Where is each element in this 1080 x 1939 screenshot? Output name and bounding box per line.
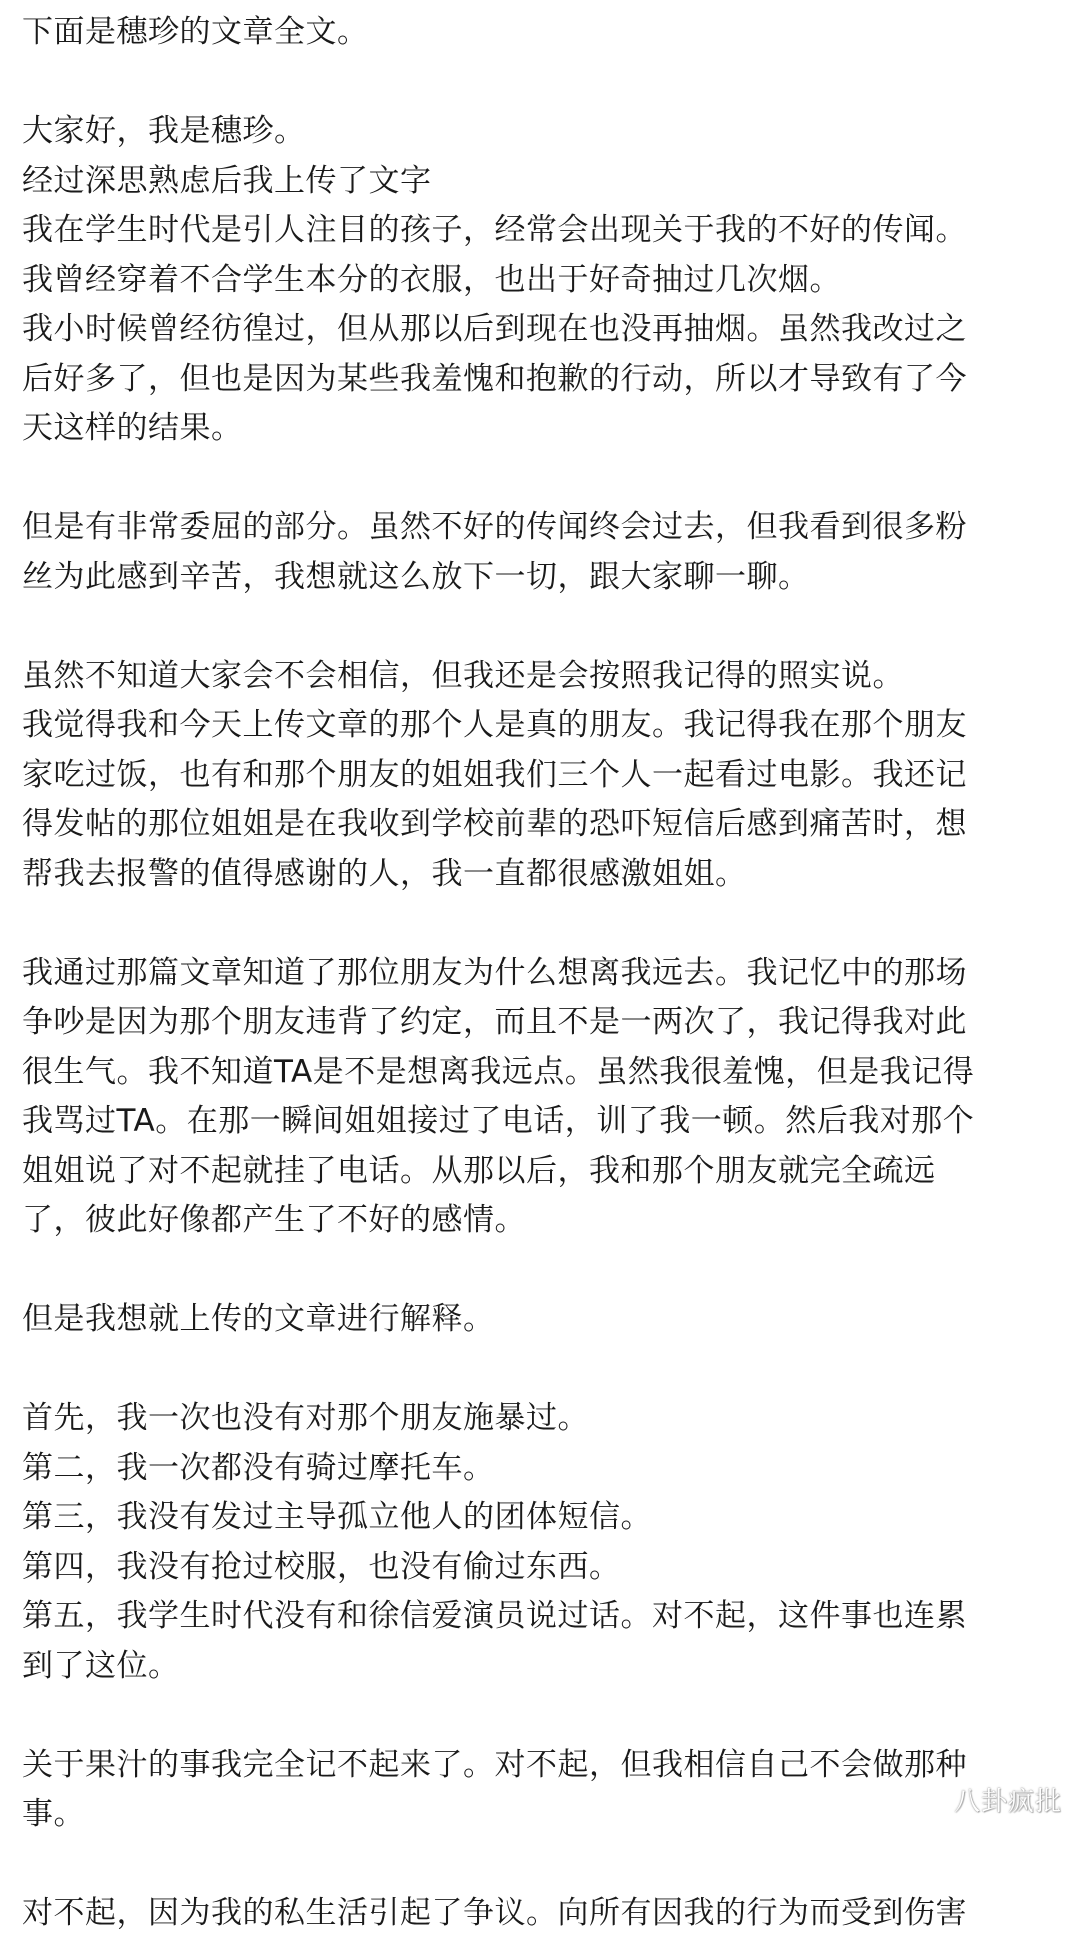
paragraph-4 — [22, 949, 1062, 1246]
text-line: 天这样的结果。 — [22, 410, 243, 446]
text-line: 帮我去报警的值得感谢的人，我一直都很感激姐姐。 — [22, 855, 747, 892]
text-line: 很生气。我不知道TA是不是想离我远点。虽然我很羞愧，但是我记得 — [22, 1053, 975, 1090]
paragraph-8-partial — [22, 1889, 1062, 1939]
text-line: 得发帖的那位姐姐是在我收到学校前辈的恐吓短信后感到痛苦时，想 — [22, 806, 967, 842]
paragraph-gap — [22, 1246, 1062, 1296]
paragraph-1 — [22, 107, 1062, 454]
text-line: 但是有非常委屈的部分。虽然不好的传闻终会过去，但我看到很多粉 — [22, 509, 967, 545]
text-line: 大家好，我是穗珍。 — [22, 113, 306, 149]
article-body — [22, 8, 1062, 1939]
intro-line: 下面是穗珍的文章全文。 — [22, 14, 369, 50]
text-line: 家吃过饭，也有和那个朋友的姐姐我们三个人一起看过电影。我还记 — [22, 756, 967, 793]
text-line: 第三，我没有发过主导孤立他人的团体短信。 — [22, 1499, 652, 1535]
paragraph-gap — [22, 1345, 1062, 1395]
paragraph-gap — [22, 899, 1062, 949]
paragraph-gap — [22, 1840, 1062, 1890]
text-line: 姐姐说了对不起就挂了电话。从那以后，我和那个朋友就完全疏远 — [22, 1152, 936, 1189]
text-line: 我骂过TA。在那一瞬间姐姐接过了电话，训了我一顿。然后我对那个 — [22, 1103, 975, 1139]
text-line: 第二，我一次都没有骑过摩托车。 — [22, 1449, 495, 1486]
text-line: 后好多了，但也是因为某些我羞愧和抱歉的行动，所以才导致有了今 — [22, 360, 967, 397]
paragraph-gap — [22, 58, 1062, 108]
text-line: 第五，我学生时代没有和徐信爱演员说过话。对不起，这件事也连累 — [22, 1598, 967, 1634]
paragraph-gap — [22, 1691, 1062, 1741]
text-line: 到了这位。 — [22, 1647, 180, 1684]
text-line: 第四，我没有抢过校服，也没有偷过东西。 — [22, 1548, 621, 1585]
text-line: 争吵是因为那个朋友违背了约定，而且不是一两次了，我记得我对此 — [22, 1004, 967, 1040]
paragraph-gap — [22, 454, 1062, 504]
paragraph-gap — [22, 602, 1062, 652]
text-line: 首先，我一次也没有对那个朋友施暴过。 — [22, 1400, 589, 1436]
text-line: 虽然不知道大家会不会相信，但我还是会按照我记得的照实说。 — [22, 657, 904, 694]
paragraph-6 — [22, 1394, 1062, 1691]
paragraph-3 — [22, 652, 1062, 900]
text-line: 丝为此感到辛苦，我想就这么放下一切，跟大家聊一聊。 — [22, 558, 810, 595]
text-line: 我在学生时代是引人注目的孩子，经常会出现关于我的不好的传闻。 — [22, 212, 967, 248]
text-line: 事。 — [22, 1796, 85, 1832]
paragraph-7 — [22, 1741, 1062, 1840]
text-line: 经过深思熟虑后我上传了文字 — [22, 162, 432, 199]
text-line: 对不起，因为我的私生活引起了争议。向所有因我的行为而受到伤害 — [22, 1895, 967, 1931]
text-line: 我觉得我和今天上传文章的那个人是真的朋友。我记得我在那个朋友 — [22, 707, 967, 743]
text-line: 关于果汁的事我完全记不起来了。对不起，但我相信自己不会做那种 — [22, 1746, 967, 1783]
text-line: 了，彼此好像都产生了不好的感情。 — [22, 1202, 526, 1238]
text-line: 我通过那篇文章知道了那位朋友为什么想离我远去。我记忆中的那场 — [22, 954, 967, 991]
paragraph-2 — [22, 503, 1062, 602]
watermark: 八卦疯批 — [953, 1787, 1062, 1817]
text-line: 我小时候曾经彷徨过，但从那以后到现在也没再抽烟。虽然我改过之 — [22, 311, 967, 347]
paragraph-5 — [22, 1295, 1062, 1345]
text-line: 但是我想就上传的文章进行解释。 — [22, 1301, 495, 1337]
text-line: 我曾经穿着不合学生本分的衣服，也出于好奇抽过几次烟。 — [22, 261, 841, 298]
